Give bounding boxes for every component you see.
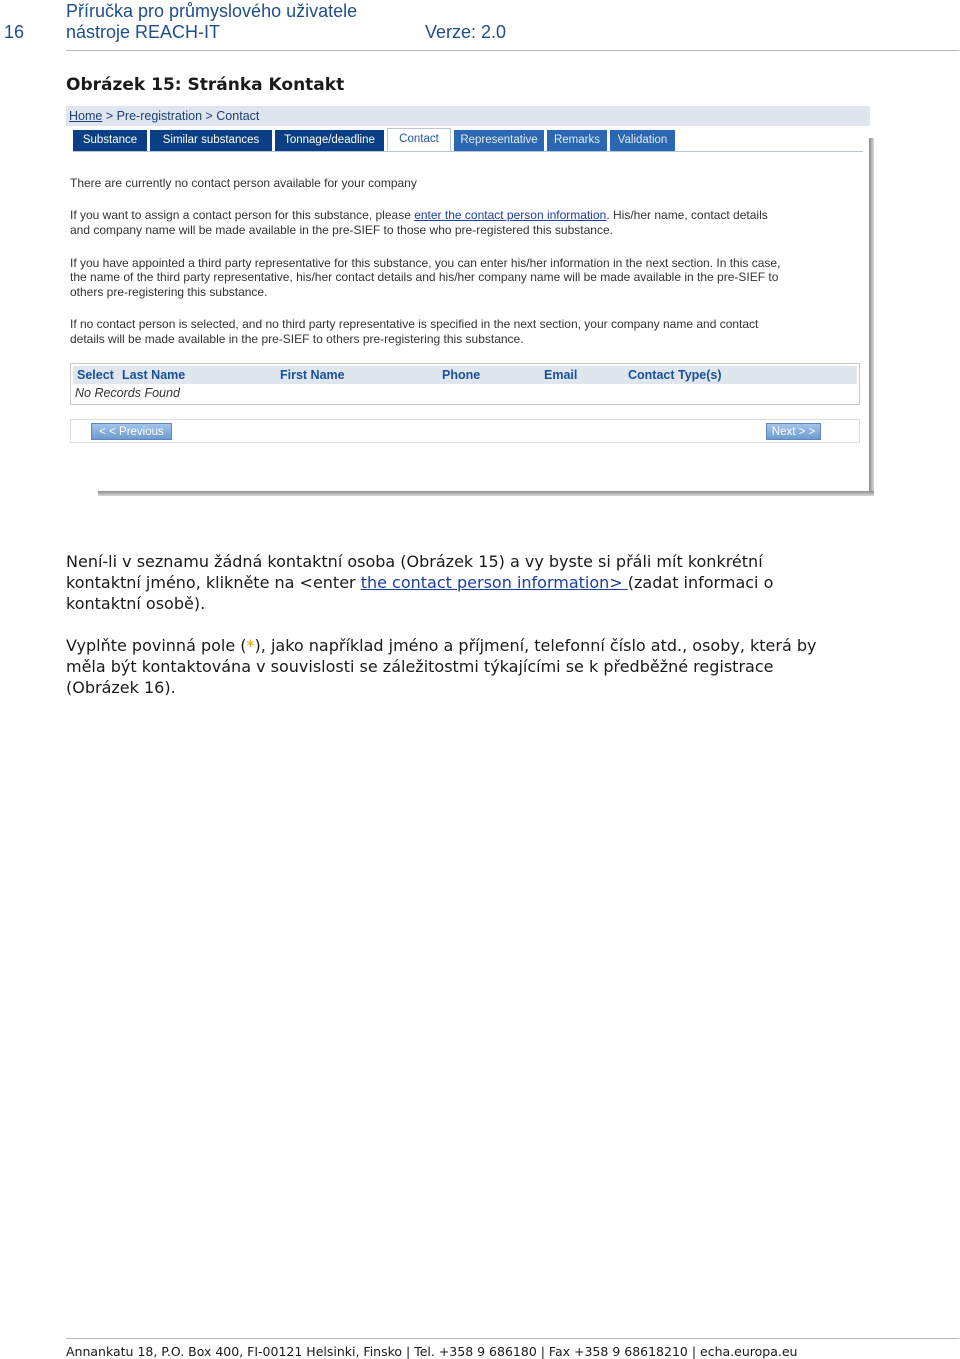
paragraph-1-line3: kontaktní osobě). xyxy=(66,594,206,613)
breadcrumb-path: > Pre-registration > Contact xyxy=(102,109,260,123)
required-star: * xyxy=(246,636,255,655)
third-party-line3: others pre-registering this substance. xyxy=(70,285,268,299)
breadcrumb-home-link[interactable]: Home xyxy=(69,109,103,123)
pager-bar xyxy=(70,419,860,443)
assign-contact-line2: and company name will be made available in the pre-SIEF to those who pre-registered this substance. xyxy=(70,223,613,237)
contact-table xyxy=(70,363,860,405)
tab-validation[interactable]: Validation xyxy=(610,130,675,151)
tab-underline xyxy=(73,151,863,152)
column-select[interactable]: Select xyxy=(77,368,114,382)
paragraph-1-line2: kontaktní jméno, klikněte na <enter the contact person information> (zadat informaci o xyxy=(66,573,774,592)
no-contact-info-line2: details will be made available in the pre-SIEF to others pre-registering this substance. xyxy=(70,332,524,346)
no-contact-message: There are currently no contact person available for your company xyxy=(70,176,417,190)
panel-shadow-right xyxy=(869,138,874,496)
document-title-line1: Příručka pro průmyslového uživatele xyxy=(66,1,358,21)
tab-representative[interactable]: Representative xyxy=(454,130,544,151)
no-contact-info-line1: If no contact person is selected, and no third party representative is specified in the next section, your company name and contact xyxy=(70,317,759,331)
paragraph-1-line1: Není-li v seznamu žádná kontaktní osoba (Obrázek 15) a vy byste si přáli mít konkrétní xyxy=(66,552,763,571)
page-number: 16 xyxy=(4,22,25,42)
paragraph-2-line2: měla být kontaktována v souvislosti se záležitostmi týkajícími se k předběžné registrace xyxy=(66,657,774,676)
paragraph-2 xyxy=(66,635,906,698)
previous-button[interactable]: < < Previous xyxy=(91,423,172,440)
column-contact-types[interactable]: Contact Type(s) xyxy=(628,368,722,382)
tab-remarks[interactable]: Remarks xyxy=(547,130,607,151)
footer-divider xyxy=(66,1338,959,1339)
assign-contact-line1: If you want to assign a contact person for this substance, please enter the contact person information. His/her name, contact details xyxy=(70,208,768,222)
figure-caption: Obrázek 15: Stránka Kontakt xyxy=(66,75,345,95)
panel-shadow-bottom xyxy=(98,491,874,496)
column-phone[interactable]: Phone xyxy=(442,368,481,382)
paragraph-1 xyxy=(66,551,906,614)
breadcrumb xyxy=(69,109,259,123)
column-email[interactable]: Email xyxy=(544,368,578,382)
page-footer: Annankatu 18, P.O. Box 400, FI-00121 Helsinki, Finsko | Tel. +358 9 686180 | Fax +358 9 68618210 | echa.europa.eu xyxy=(66,1344,798,1359)
column-first-name[interactable]: First Name xyxy=(280,368,345,382)
contact-person-info-link[interactable]: the contact person information> xyxy=(360,573,628,592)
third-party-line1: If you have appointed a third party representative for this substance, you can enter his/her information in the next section. In this case, xyxy=(70,256,781,270)
breadcrumb-bar xyxy=(66,106,870,126)
paragraph-2-line1: Vyplňte povinná pole (*), jako například jméno a příjmení, telefonní číslo atd., osoby, která by xyxy=(66,636,817,655)
contact-page-screenshot xyxy=(66,106,876,498)
tab-contact[interactable]: Contact xyxy=(387,128,451,151)
enter-contact-person-link[interactable]: enter the contact person information xyxy=(414,208,607,222)
no-records-text: No Records Found xyxy=(75,386,180,400)
contact-table-header xyxy=(73,366,857,384)
column-last-name[interactable]: Last Name xyxy=(122,368,186,382)
document-title xyxy=(66,1,357,43)
document-title-line2: nástroje REACH-IT xyxy=(66,22,221,42)
header-divider xyxy=(66,50,959,51)
paragraph-2-line3: (Obrázek 16). xyxy=(66,678,176,697)
next-button[interactable]: Next > > xyxy=(766,423,821,440)
tab-similar-substances[interactable]: Similar substances xyxy=(150,130,272,151)
third-party-line2: the name of the third party representative, his/her contact details and his/her company name will be made available in the pre-SIEF to xyxy=(70,270,779,284)
tab-substance[interactable]: Substance xyxy=(73,130,147,151)
tab-tonnage-deadline[interactable]: Tonnage/deadline xyxy=(275,130,384,151)
document-version: Verze: 2.0 xyxy=(425,22,507,42)
